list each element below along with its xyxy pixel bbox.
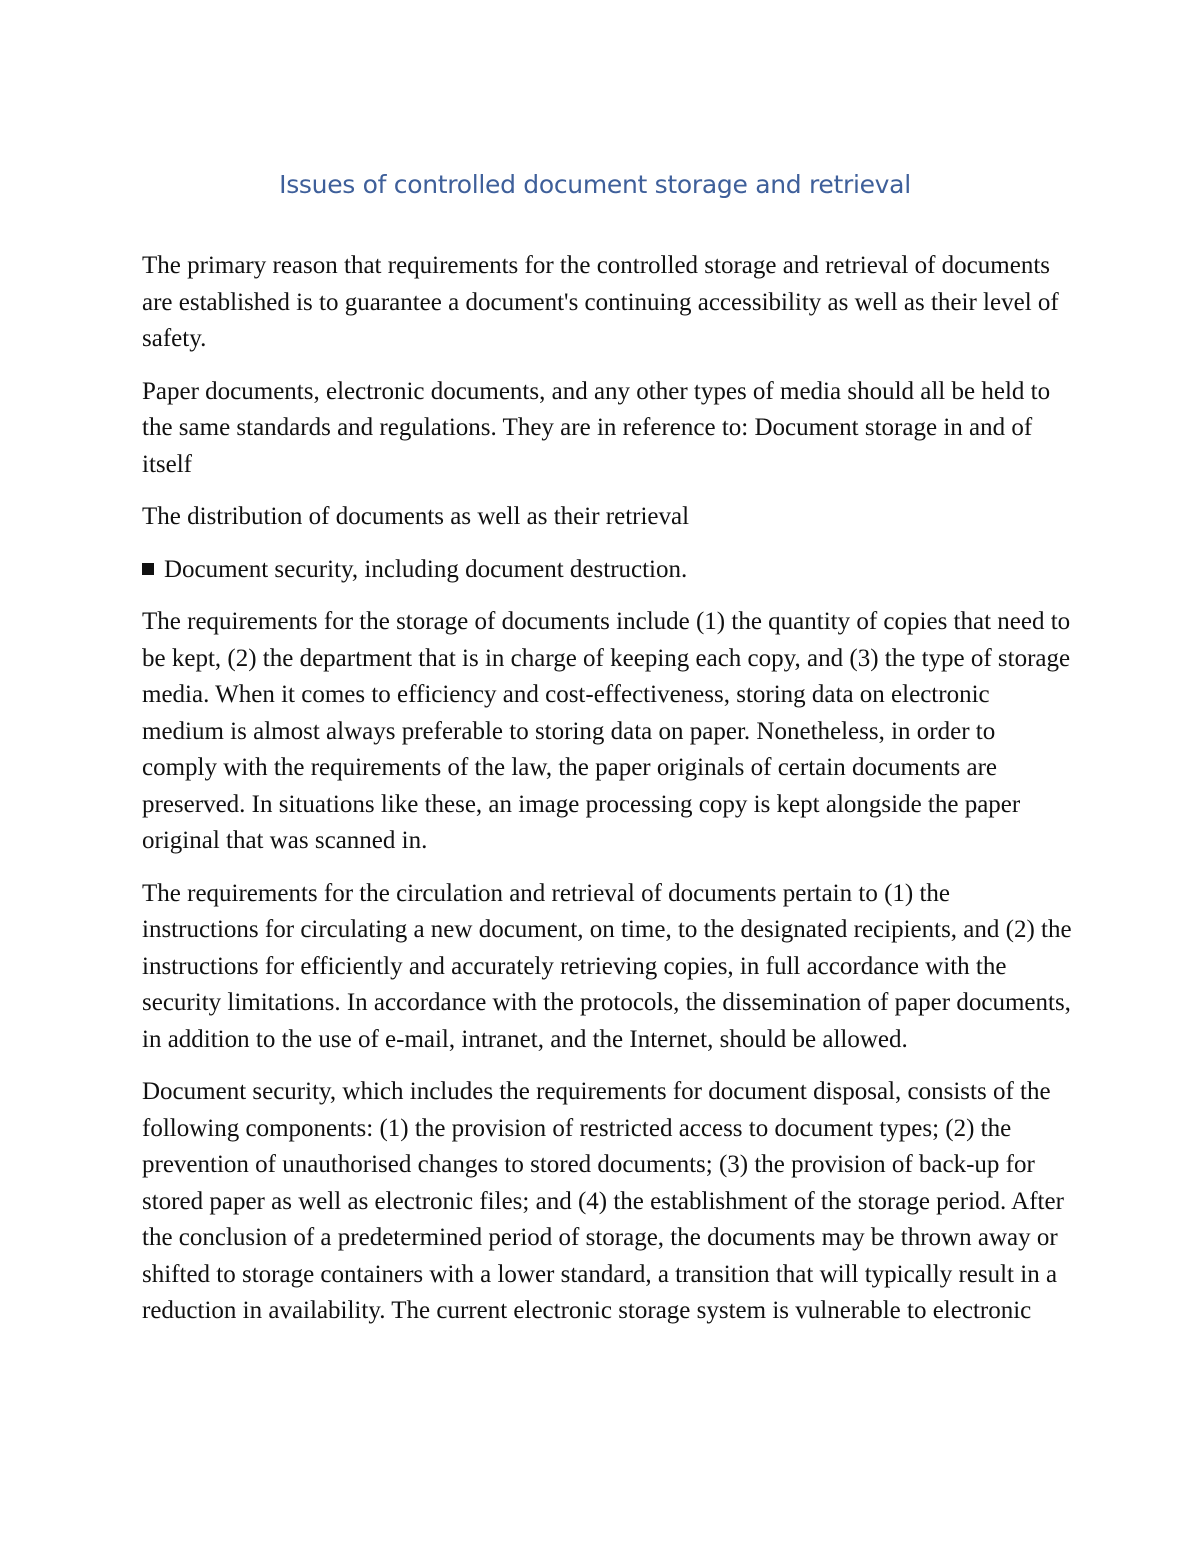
paragraph-circulation-requirements: The requirements for the circulation and retrieval of documents pertain to (1) the instructions for circulating a new document, on time, to the designated recipients, and (2) the instructions for efficiently and accurately retrieving copies, in full accordance with the security limitations. In accordance with the protocols, the dissemination of paper documents, in addition to the use of e-mail, intranet, and the Internet, should be allowed. [142,879,1072,1053]
bullet-item [142,552,1072,589]
document-title: Issues of controlled document storage and retrieval [279,170,911,199]
paragraph-distribution: The distribution of documents as well as their retrieval [142,503,690,530]
document-body [142,248,1072,1346]
paragraph-media-standards: Paper documents, electronic documents, and any other types of media should all be held to the same standards and regulations. They are in reference to: Document storage in and of itself [142,377,1051,478]
paragraph-document-security: Document security, which includes the requirements for document disposal, consists of the following components: (1) the provision of restricted access to document types; (2) the prevention of unauthorised changes to stored documents; (3) the provision of back-up for stored paper as well as electronic files; and (4) the establishment of the storage period. After the conclusion of a predetermined period of storage, the documents may be thrown away or shifted to storage containers with a lower standard, a transition that will typically result in a reduction in availability. The current electronic storage system is vulnerable to electronic [142,1078,1064,1324]
paragraph-storage-requirements: The requirements for the storage of documents include (1) the quantity of copies that need to be kept, (2) the department that is in charge of keeping each copy, and (3) the type of storage media. When it comes to efficiency and cost-effectiveness, storing data on electronic medium is almost always preferable to storing data on paper. Nonetheless, in order to comply with the requirements of the law, the paper originals of certain documents are preserved. In situations like these, an image processing copy is kept alongside the paper original that was scanned in. [142,608,1071,854]
bullet-item-text: Document security, including document destruction. [164,555,688,583]
paragraph-purpose: The primary reason that requirements for the controlled storage and retrieval of documents are established is to guarantee a document's continuing accessibility as well as their level of safety. [142,252,1059,352]
square-bullet-icon [142,563,154,575]
